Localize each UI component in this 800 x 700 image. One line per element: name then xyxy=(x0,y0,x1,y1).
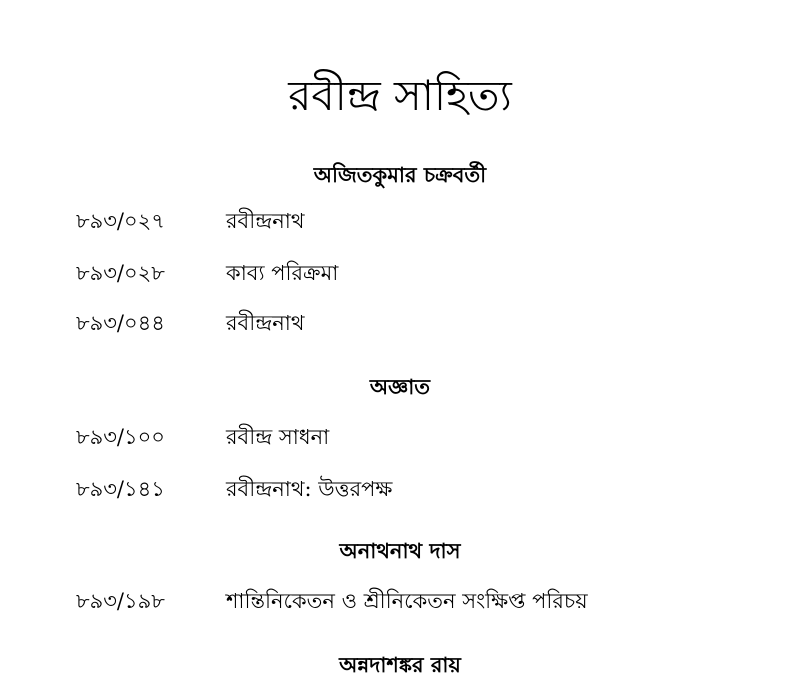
book-title: রবীন্দ্রনাথ xyxy=(226,209,305,233)
list-item xyxy=(0,584,800,618)
section-author: অন্নদাশঙ্কর রায় xyxy=(339,652,461,677)
catalog-number: ৮৯৩/১০০ xyxy=(76,425,165,449)
book-title: শান্তিনিকেতন ও শ্রীনিকেতন সংক্ষিপ্ত পরিচয় xyxy=(226,589,588,613)
list-item xyxy=(0,472,800,506)
cut-off-entry-mark xyxy=(226,692,246,700)
book-title: রবীন্দ্রনাথ: উত্তরপক্ষ xyxy=(226,477,393,501)
section-author: অজ্ঞাত xyxy=(369,374,431,399)
page-title: রবীন্দ্র সাহিত্য xyxy=(288,71,512,120)
list-item xyxy=(0,692,800,700)
catalog-number: ৮৯৩/১৯৮ xyxy=(76,589,165,613)
list-item xyxy=(0,256,800,290)
catalog-number: ৮৯৩/১৪১ xyxy=(76,477,165,501)
catalog-number: ৮৯৩/০৪৪ xyxy=(76,311,165,335)
list-item xyxy=(0,306,800,340)
book-title: রবীন্দ্র সাধনা xyxy=(226,425,330,449)
list-item xyxy=(0,420,800,454)
catalog-number: ৮৯৩/০২৭ xyxy=(76,209,165,233)
catalog-number: ৮৯৩/০২৮ xyxy=(76,261,165,285)
section-author: অজিতকুমার চক্রবর্তী xyxy=(313,162,487,187)
section-author: অনাথনাথ দাস xyxy=(339,538,461,563)
book-title: রবীন্দ্রনাথ xyxy=(226,311,305,335)
book-title: কাব্য পরিক্রমা xyxy=(226,261,339,285)
list-item xyxy=(0,204,800,238)
